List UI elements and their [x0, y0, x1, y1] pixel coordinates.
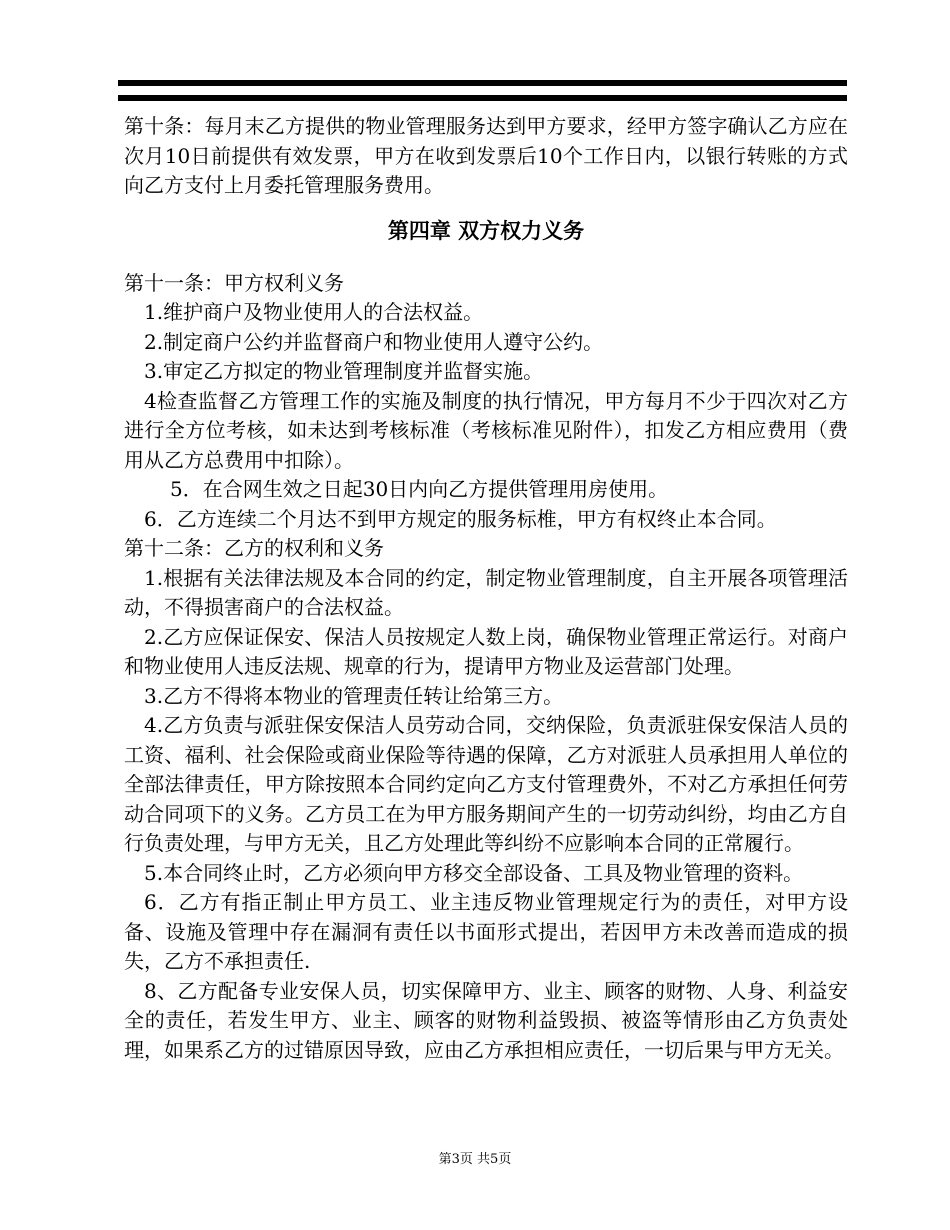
article-12-item-3: 3.乙方不得将本物业的管理责任转让给第三方。 — [144, 683, 564, 708]
article-12-item-1: 1.根据有关法律法规及本合同的约定，制定物业管理制度，自主开展各项管理活动，不得损害商户的合法权益。 — [124, 565, 848, 619]
header-rule-bottom — [118, 95, 847, 101]
article-10: 第十条：每月末乙方提供的物业管理服务达到甲方要求，经甲方签字确认乙方应在次月10日前提供有效发票，甲方在收到发票后10个工作日内，以银行转账的方式向乙方支付上月委托管理服务费用。 — [124, 114, 848, 197]
article-11-item-5: 5．在合网生效之日起30日内向乙方提供管理用房使用。 — [170, 477, 669, 501]
page-footer: 第3页 共5页 — [438, 1152, 512, 1167]
article-11-item-3: 3.审定乙方拟定的物业管理制度并监督实施。 — [144, 359, 544, 383]
article-12-heading: 第十二条：乙方的权利和义务 — [124, 536, 384, 560]
article-12-item-5: 5.本合同终止时，乙方必须向甲方移交全部设备、工具及物业管理的资料。 — [144, 860, 804, 885]
article-12-item-8: 8、乙方配备专业安保人员，切实保障甲方、业主、顾客的财物、人身、利益安全的责任，若发生甲方、业主、顾客的财物利益毁损、被盗等情形由乙方负责处理，如果系乙方的过错原因导致，应由乙方承担相应责任，一切后果与甲方无关。 — [124, 978, 848, 1062]
article-11-item-1: 1.维护商户及物业使用人的合法权益。 — [144, 300, 484, 324]
article-11-item-4: 4检查监督乙方管理工作的实施及制度的执行情况，甲方每月不少于四次对乙方进行全方位考核，如未达到考核标准（考核标准见附件），扣发乙方相应费用（费用从乙方总费用中扣除）。 — [124, 388, 848, 472]
header-rule-top — [118, 80, 847, 86]
article-11-item-6: 6．乙方连续二个月达不到甲方规定的服务标椎，甲方有权终止本合同。 — [144, 506, 777, 531]
article-11-heading: 第十一条：甲方权利义务 — [124, 270, 344, 295]
document-body — [124, 112, 848, 1065]
article-11-item-2: 2.制定商户公约并监督商户和物业使用人遵守公约。 — [144, 329, 604, 354]
article-12-item-6: 6．乙方有指正制止甲方员工、业主违反物业管理规定行为的责任，对甲方设备、设施及管理中存在漏洞有责任以书面形式提出，若因甲方未改善而造成的损失，乙方不承担责任. — [124, 890, 848, 973]
article-12-item-2: 2.乙方应保证保安、保洁人员按规定人数上岗，确保物业管理正常运行。对商户和物业使用人违反法规、规章的行为，提请甲方物业及运营部门处理。 — [124, 624, 848, 678]
article-12-item-4: 4.乙方负责与派驻保安保洁人员劳动合同，交纳保险，负责派驻保安保洁人员的工资、福利、社会保险或商业保险等待遇的保障，乙方对派驻人员承担用人单位的全部法律责任，甲方除按照本合同约定向乙方支付管理费外，不对乙方承担任何劳动合同项下的义务。乙方员工在为甲方服务期间产生的一切劳动纠纷，均由乙方自行负责处理，与甲方无关，且乙方处理此等纠纷不应影响本合同的正常履行。 — [124, 713, 848, 855]
chapter-title: 第四章 双方权力义务 — [387, 217, 585, 243]
